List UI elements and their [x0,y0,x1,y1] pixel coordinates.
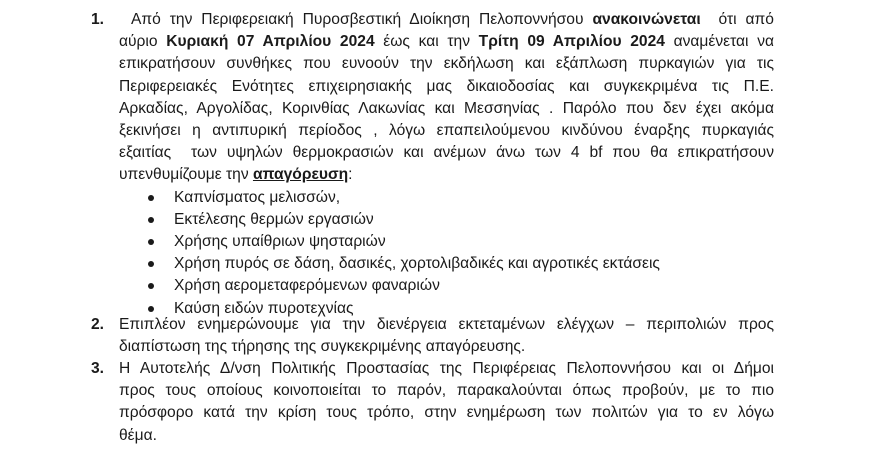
item-paragraph [119,358,774,447]
text-line [119,142,774,164]
text-run: θέμα. [119,426,157,444]
bullet-item: Εκτέλεσης θερμών εργασιών [119,209,774,231]
text-run: : [348,166,353,184]
text-line [119,402,774,424]
text-line [119,164,774,186]
text-run: εξαιτίας των υψηλών θερμοκρασιών και ανέμων άνω των 4 bf που θα επικρατήσουν [119,144,774,162]
text-run: πρόσφορο κατά την κρίση τους τρόπο, στην ενημέρωση των πολιτών για το εν λόγω [119,404,774,422]
text-run: έως και την [374,33,479,51]
bullet-list [119,187,774,320]
text-run: προς τους οποίους κοινοποιείται το παρόν, παρακαλούνται όπως προβούν, με το πιο [119,382,774,400]
text-run: διαπίστωση της τήρησης της συγκεκριμένης απαγόρευσης. [119,338,526,356]
text-run: Αρκαδίας, Αργολίδας, Κορινθίας Λακωνίας και Μεσσηνίας . Παρόλο που δεν έχει ακόμα [119,99,774,117]
text-run: αύριο [119,33,167,51]
text-run: Η Αυτοτελής Δ/νση Πολιτικής Προστασίας της Περιφέρειας Πελοποννήσου και οι Δήμοι [119,360,774,377]
bullet-item: Χρήσης υπαίθριων ψησταριών [119,231,774,253]
text-line [119,9,774,31]
text-line [119,31,774,53]
item-body [119,314,774,358]
text-line [119,120,774,142]
text-run: υπενθυμίζουμε την [119,166,253,184]
item-number: 3. [91,360,105,377]
text-run: Επιπλέον ενημερώνουμε για την διενέργεια εκτεταμένων ελέγχων – περιπολιών προς [119,316,774,333]
item-paragraph [119,314,774,358]
item-paragraph [119,9,774,187]
emphasis-text: ανακοινώνεται [592,11,701,28]
text-run: Περιφερειακές Ενότητες επιχειρησιακής μας δικαιοδοσίας και συγκεκριμένα τις Π.Ε. [119,77,774,95]
bullet-item: Καύση ειδών πυροτεχνίας [119,298,774,320]
emphasis-text: Τρίτη 09 Απριλίου 2024 [478,33,665,51]
text-run: επικρατήσουν συνθήκες που ευνοούν την εκδήλωση και εξάπλωση πυρκαγιών για τις [119,55,774,73]
bullet-item: Χρήση πυρός σε δάση, δασικές, χορτολιβαδικές και αγροτικές εκτάσεις [119,253,774,275]
item-number: 2. [91,316,105,333]
text-line [119,76,774,98]
text-line [119,336,774,358]
text-line [119,98,774,120]
item-number: 1. [91,11,105,28]
text-line [119,358,774,380]
emphasis-text: απαγόρευση [252,166,349,184]
text-line [119,53,774,75]
text-run: ότι από [700,11,774,28]
text-run: ξεκινήσει η αντιπυρική περίοδος , λόγω επαπειλούμενου κινδύνου έναρξης πυρκαγιάς [119,122,774,140]
item-body [119,9,774,320]
emphasis-text: Κυριακή 07 Απριλίου 2024 [166,33,375,51]
text-line [119,314,774,336]
text-run: Από την Περιφερειακή Πυροσβεστική Διοίκηση Πελοποννήσου [131,11,593,28]
item-body [119,358,774,447]
text-line [119,380,774,402]
bullet-item: Καπνίσματος μελισσών, [119,187,774,209]
text-line [119,425,774,447]
bullet-item: Χρήση αερομεταφερόμενων φαναριών [119,275,774,297]
text-run: αναμένεται να [664,33,775,51]
